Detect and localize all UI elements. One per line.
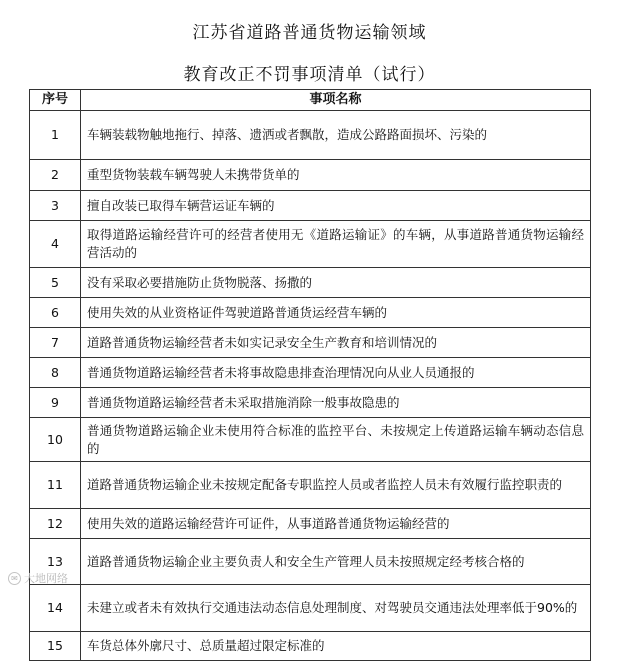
row-item: 取得道路运输经营许可的经营者使用无《道路运输证》的车辆，从事道路普通货物运输经营活动的 — [81, 221, 591, 268]
row-number: 6 — [30, 298, 81, 328]
row-item: 未建立或者未有效执行交通违法动态信息处理制度、对驾驶员交通违法处理率低于90%的 — [81, 585, 591, 632]
table-row — [30, 358, 591, 388]
table-row — [30, 418, 591, 462]
row-number: 12 — [30, 509, 81, 539]
table-row — [30, 221, 591, 268]
row-item: 普通货物道路运输经营者未采取措施消除一般事故隐患的 — [81, 388, 591, 418]
table-row — [30, 298, 591, 328]
row-number: 9 — [30, 388, 81, 418]
row-item: 使用失效的道路运输经营许可证件，从事道路普通货物运输经营的 — [81, 509, 591, 539]
row-item: 重型货物装载车辆驾驶人未携带货单的 — [81, 160, 591, 191]
row-number: 10 — [30, 418, 81, 462]
document-title: 江苏省道路普通货物运输领域 — [192, 23, 427, 43]
table-row — [30, 328, 591, 358]
row-number: 3 — [30, 191, 81, 221]
table-row — [30, 388, 591, 418]
table-row — [30, 462, 591, 509]
row-item: 普通货物道路运输企业未使用符合标准的监控平台、未按规定上传道路运输车辆动态信息的 — [81, 418, 591, 462]
row-number: 15 — [30, 632, 81, 661]
row-number: 11 — [30, 462, 81, 509]
row-number: 14 — [30, 585, 81, 632]
table-row — [30, 632, 591, 661]
table-row — [30, 539, 591, 585]
header-item-name: 事项名称 — [81, 90, 591, 111]
table-header-row — [30, 90, 591, 111]
row-item: 没有采取必要措施防止货物脱落、扬撒的 — [81, 268, 591, 298]
row-number: 4 — [30, 221, 81, 268]
row-number: 13 — [30, 539, 81, 585]
items-table — [29, 89, 591, 661]
row-item: 道路普通货物运输企业主要负责人和安全生产管理人员未按照规定经考核合格的 — [81, 539, 591, 585]
table-row — [30, 111, 591, 160]
row-number: 8 — [30, 358, 81, 388]
header-number: 序号 — [30, 90, 81, 111]
row-number: 2 — [30, 160, 81, 191]
watermark-text: 大地网络 — [24, 572, 68, 585]
row-number: 1 — [30, 111, 81, 160]
row-number: 7 — [30, 328, 81, 358]
watermark — [8, 570, 68, 586]
row-item: 车辆装载物触地拖行、掉落、遗洒或者飘散，造成公路路面损坏、污染的 — [81, 111, 591, 160]
row-item: 道路普通货物运输企业未按规定配备专职监控人员或者监控人员未有效履行监控职责的 — [81, 462, 591, 509]
row-item: 道路普通货物运输经营者未如实记录安全生产教育和培训情况的 — [81, 328, 591, 358]
row-item: 普通货物道路运输经营者未将事故隐患排查治理情况向从业人员通报的 — [81, 358, 591, 388]
row-item: 使用失效的从业资格证件驾驶道路普通货运经营车辆的 — [81, 298, 591, 328]
table-row — [30, 509, 591, 539]
table-row — [30, 160, 591, 191]
table-row — [30, 268, 591, 298]
row-item: 车货总体外廓尺寸、总质量超过限定标准的 — [81, 632, 591, 661]
table-row — [30, 191, 591, 221]
row-item: 擅自改装已取得车辆营运证车辆的 — [81, 191, 591, 221]
row-number: 5 — [30, 268, 81, 298]
watermark-logo-icon: ✉ — [8, 572, 21, 585]
document-subtitle: 教育改正不罚事项清单（试行） — [183, 65, 436, 85]
